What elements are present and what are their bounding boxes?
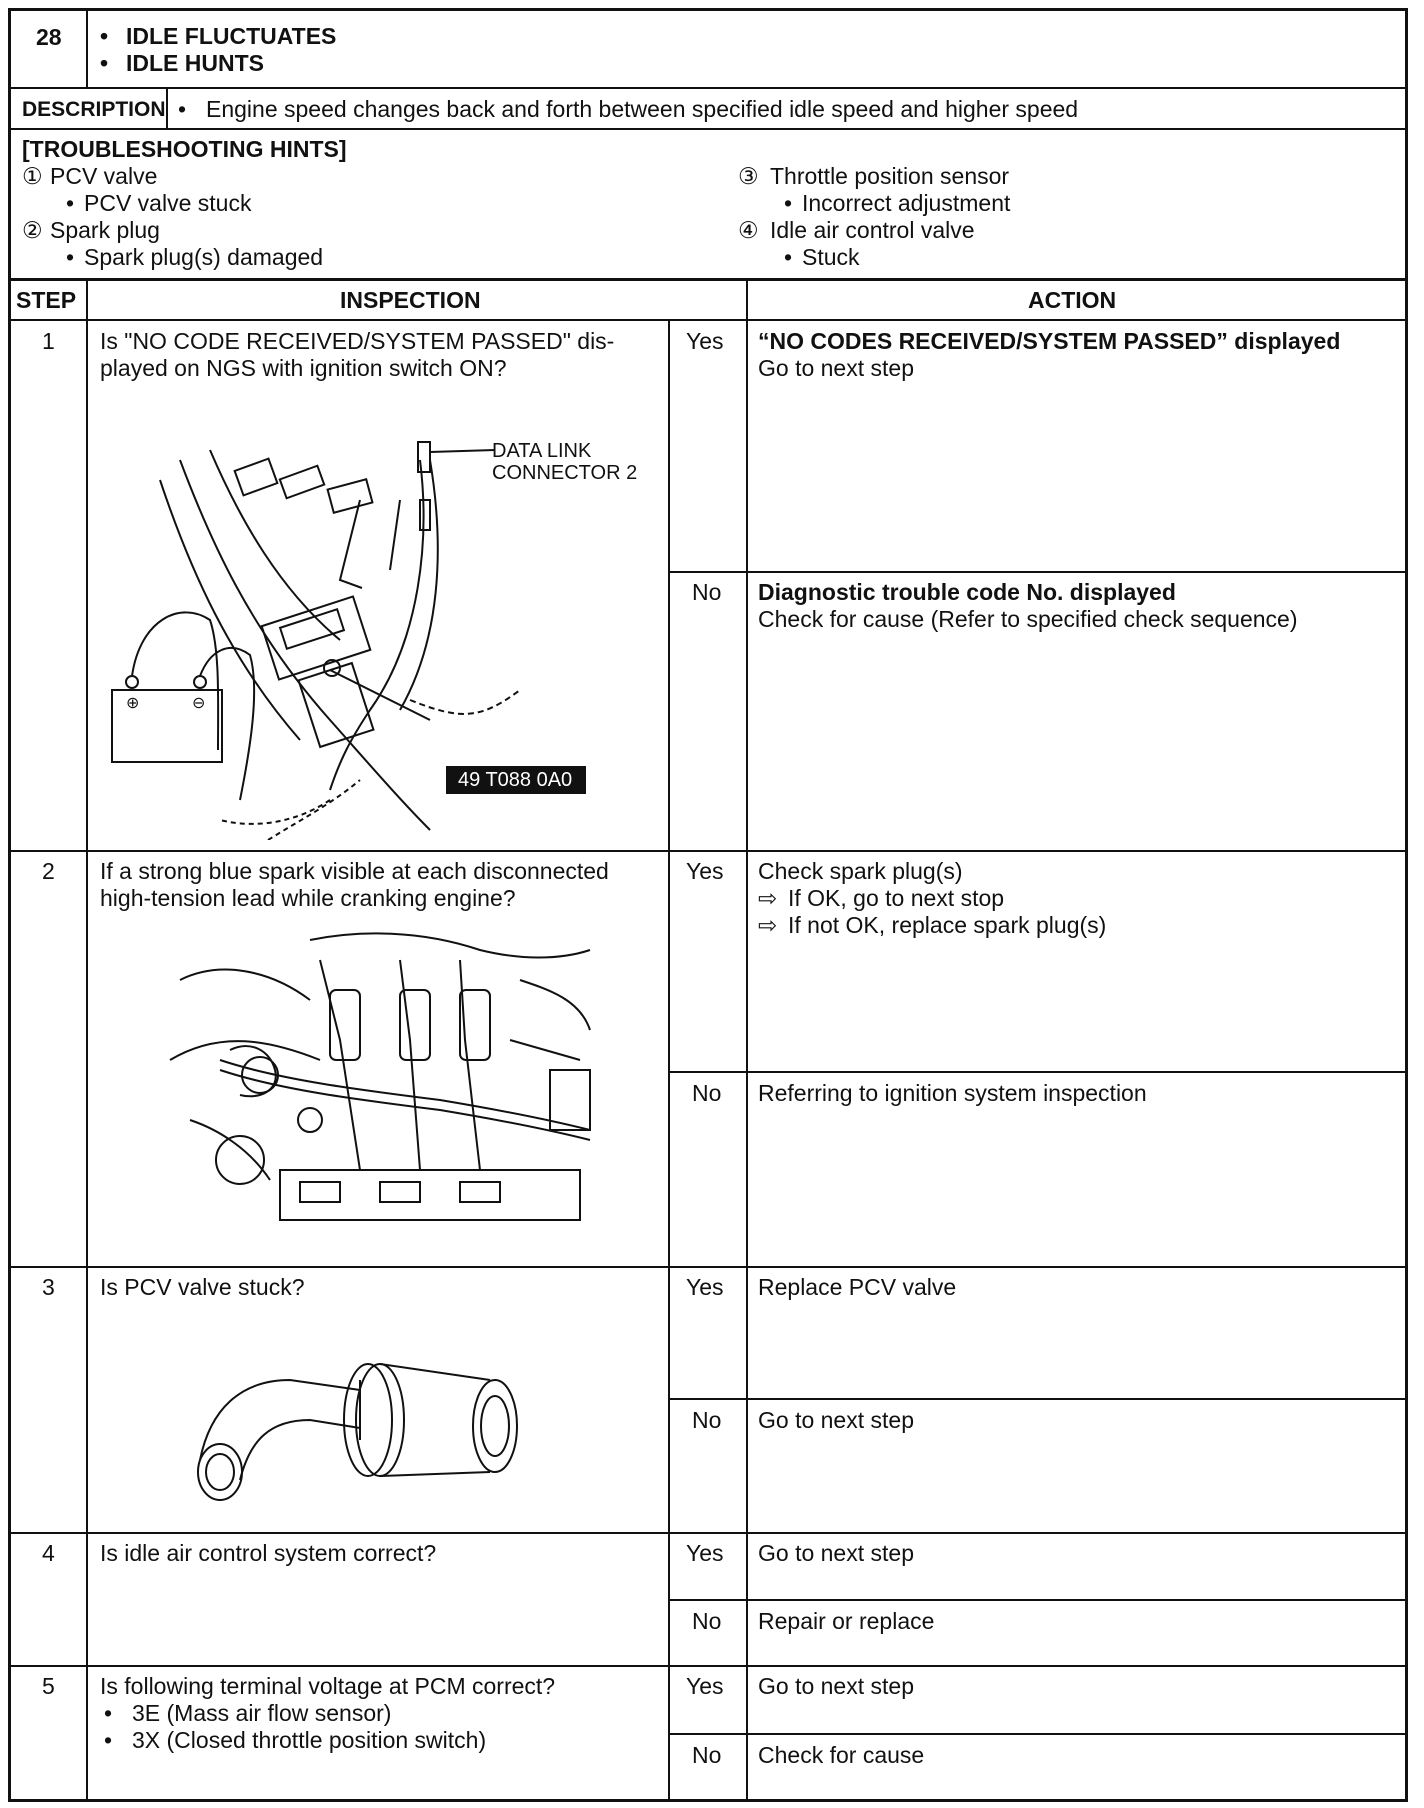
- no-label: No: [692, 1608, 722, 1634]
- step-number: 2: [42, 858, 55, 884]
- pcv-valve-illustration: [190, 1350, 530, 1510]
- divider: [8, 128, 1408, 130]
- step-number: 3: [42, 1274, 55, 1300]
- inspection-text: Is following terminal voltage at PCM correct?: [100, 1673, 556, 1699]
- column-header-inspection: INSPECTION: [340, 287, 481, 313]
- divider: [8, 87, 1408, 89]
- hint-name: Idle air control valve: [770, 217, 975, 243]
- hint-number: ②: [22, 217, 43, 243]
- divider: [668, 1071, 1408, 1073]
- hint-bullet: •: [784, 244, 793, 270]
- divider: [668, 320, 670, 1802]
- symptom-bullet: •: [100, 50, 109, 76]
- yes-action: “NO CODES RECEIVED/SYSTEM PASSED” displayed: [758, 328, 1341, 354]
- divider: [8, 1665, 1408, 1667]
- inspection-text: Is "NO CODE RECEIVED/SYSTEM PASSED" dis-: [100, 328, 615, 354]
- inspection-text: If a strong blue spark visible at each disconnected: [100, 858, 609, 884]
- svg-text:⊕: ⊕: [126, 695, 140, 712]
- arrow-icon: ⇨: [758, 885, 778, 911]
- divider: [166, 88, 168, 128]
- yes-action: Replace PCV valve: [758, 1274, 957, 1300]
- arrow-icon: ⇨: [758, 912, 778, 938]
- divider: [8, 319, 1408, 321]
- inspection-text: played on NGS with ignition switch ON?: [100, 355, 507, 381]
- hint-bullet: •: [66, 244, 75, 270]
- figure-label: CONNECTOR 2: [492, 462, 638, 484]
- hint-bullet: •: [66, 190, 75, 216]
- inspection-bullet: •: [104, 1700, 113, 1726]
- hint-detail: Spark plug(s) damaged: [84, 244, 324, 270]
- divider: [8, 1266, 1408, 1268]
- inspection-bullet: •: [104, 1727, 113, 1753]
- step-number: 1: [42, 328, 55, 354]
- divider: [8, 850, 1408, 852]
- inspection-text: Is idle air control system correct?: [100, 1540, 437, 1566]
- divider: [668, 1599, 1408, 1601]
- no-action: Referring to ignition system inspection: [758, 1080, 1147, 1106]
- figure-label: DATA LINK: [492, 440, 592, 462]
- no-action: Diagnostic trouble code No. displayed: [758, 579, 1176, 605]
- inspection-text: 3X (Closed throttle position switch): [132, 1727, 487, 1753]
- inspection-text: 3E (Mass air flow sensor): [132, 1700, 392, 1726]
- yes-action: Go to next step: [758, 1540, 914, 1566]
- step-number: 5: [42, 1673, 55, 1699]
- symptom-title-2: IDLE HUNTS: [126, 50, 264, 76]
- yes-label: Yes: [686, 1540, 724, 1566]
- engine-illustration: [160, 920, 600, 1230]
- inspection-text: high-tension lead while cranking engine?: [100, 885, 516, 911]
- description-bullet: •: [178, 96, 187, 122]
- no-label: No: [692, 579, 722, 605]
- hint-name: PCV valve: [50, 163, 158, 189]
- yes-action: Check spark plug(s): [758, 858, 963, 884]
- divider: [86, 280, 88, 1802]
- yes-label: Yes: [686, 858, 724, 884]
- no-action: Repair or replace: [758, 1608, 935, 1634]
- inspection-text: Is PCV valve stuck?: [100, 1274, 305, 1300]
- description-label: DESCRIPTION: [22, 98, 166, 121]
- hints-title: [TROUBLESHOOTING HINTS]: [22, 136, 347, 162]
- hint-number: ①: [22, 163, 43, 189]
- procedure-number: 28: [36, 24, 62, 50]
- divider: [8, 278, 1408, 281]
- hint-name: Spark plug: [50, 217, 160, 243]
- no-action: Check for cause: [758, 1742, 925, 1768]
- hint-detail: PCV valve stuck: [84, 190, 252, 216]
- no-label: No: [692, 1407, 722, 1433]
- svg-text:⊖: ⊖: [192, 695, 206, 712]
- hint-number: ③: [738, 163, 759, 189]
- column-header-step: STEP: [16, 287, 77, 313]
- symptom-bullet: •: [100, 23, 109, 49]
- yes-action: If not OK, replace spark plug(s): [788, 912, 1107, 938]
- yes-action: Go to next step: [758, 1673, 914, 1699]
- divider: [668, 1733, 1408, 1735]
- yes-label: Yes: [686, 328, 724, 354]
- hint-detail: Incorrect adjustment: [802, 190, 1011, 216]
- step-number: 4: [42, 1540, 55, 1566]
- divider: [668, 1398, 1408, 1400]
- divider: [746, 280, 748, 1802]
- tool-number: 49 T088 0A0: [458, 769, 573, 791]
- hint-detail: Stuck: [802, 244, 860, 270]
- yes-label: Yes: [686, 1274, 724, 1300]
- divider: [86, 8, 88, 88]
- column-header-action: ACTION: [1028, 287, 1117, 313]
- no-label: No: [692, 1080, 722, 1106]
- divider: [8, 1532, 1408, 1534]
- description-text: Engine speed changes back and forth between specified idle speed and higher speed: [206, 96, 1079, 122]
- divider: [668, 571, 1408, 573]
- hint-number: ④: [738, 217, 759, 243]
- no-label: No: [692, 1742, 722, 1768]
- no-action: Go to next step: [758, 1407, 914, 1433]
- hint-name: Throttle position sensor: [770, 163, 1010, 189]
- symptom-title-1: IDLE FLUCTUATES: [126, 23, 337, 49]
- no-action: Check for cause (Refer to specified check sequence): [758, 606, 1298, 632]
- yes-action: Go to next step: [758, 355, 914, 381]
- yes-label: Yes: [686, 1673, 724, 1699]
- hint-bullet: •: [784, 190, 793, 216]
- yes-action: If OK, go to next stop: [788, 885, 1005, 911]
